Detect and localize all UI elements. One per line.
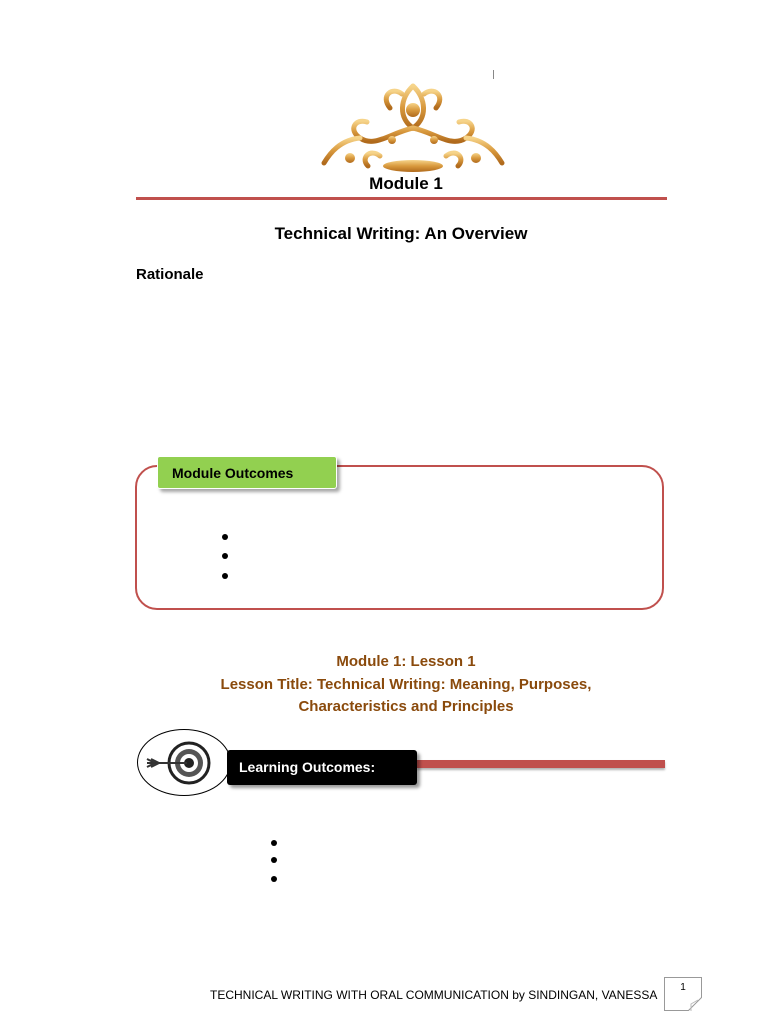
lesson-title-line2: Characteristics and Principles — [298, 698, 514, 715]
learning-outcome-bullet — [271, 857, 277, 863]
page-fold-icon — [688, 997, 702, 1011]
module-outcome-bullet — [222, 573, 228, 579]
module-title: Module 1 — [369, 174, 443, 193]
page-number: 1 — [680, 982, 686, 993]
learning-outcomes-bar — [417, 760, 665, 768]
page-title: Technical Writing: An Overview — [274, 224, 528, 243]
target-icon — [141, 734, 229, 792]
lesson-title-line1: Lesson Title: Technical Writing: Meaning, Purposes, — [220, 676, 592, 693]
footer-text: TECHNICAL WRITING WITH ORAL COMMUNICATION by SINDINGAN, VANESSA — [210, 988, 658, 1002]
module-outcome-bullet — [222, 534, 228, 540]
module-outcome-bullet — [222, 553, 228, 559]
rationale-heading: Rationale — [136, 266, 204, 283]
lesson-number: Module 1: Lesson 1 — [336, 653, 476, 670]
learning-outcome-bullet — [271, 876, 277, 882]
title-divider — [136, 197, 667, 200]
module-outcomes-tab: Module Outcomes — [157, 456, 337, 489]
decorative-ornament — [320, 78, 506, 176]
learning-outcome-bullet — [271, 840, 277, 846]
learning-outcomes-banner: Learning Outcomes: — [227, 750, 417, 785]
